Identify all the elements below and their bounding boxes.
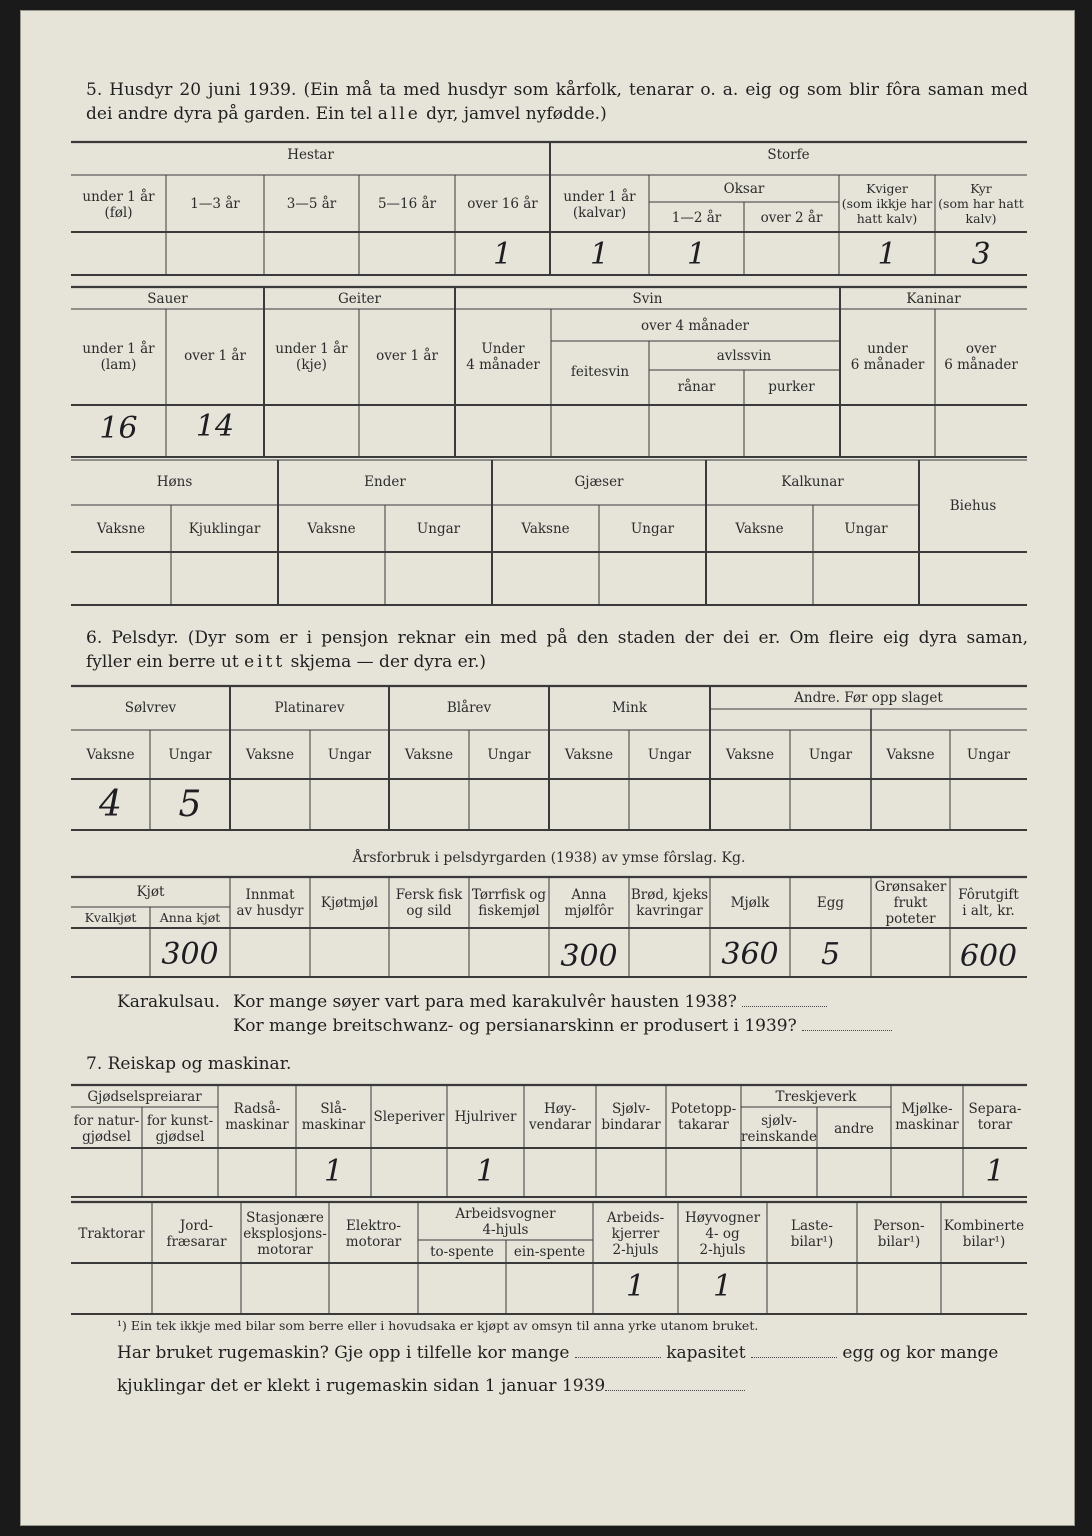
kalkunar-col-ungar: Ungar <box>844 521 888 537</box>
value-forbruk-mjolk: 360 <box>721 937 779 972</box>
value-hjulriver: 1 <box>475 1154 496 1189</box>
reiskap-col-hoyvendarar: Høy- vendarar <box>529 1101 591 1133</box>
header-ender: Ender <box>364 474 406 490</box>
value-storfe-kalvar: 1 <box>589 237 610 272</box>
ender-col-vaksne: Vaksne <box>307 521 356 537</box>
forbruk-col-mjolfor: Anna mjølfôr <box>564 887 614 919</box>
reiskap-col-elektromotorar: Elektro- motorar <box>345 1218 402 1250</box>
hestar-col-over16: over 16 år <box>467 196 538 212</box>
reiskap-col-hoyvogner: Høyvogner 4- og 2-hjuls <box>684 1210 761 1258</box>
treskje-col-sjolv: sjølv- reinskande <box>741 1113 817 1145</box>
kaninar-col-over6: over 6 månader <box>944 341 1018 373</box>
value-solvrev-vaksne: 4 <box>99 784 122 825</box>
karakul-q2-field[interactable] <box>802 1016 892 1031</box>
karakul-question-1 <box>233 990 827 1014</box>
value-sauer-over1: 14 <box>195 409 235 444</box>
reiskap-col-personbilar: Person- bilar¹) <box>873 1218 925 1250</box>
solvrev-col-ungar: Ungar <box>168 747 212 763</box>
storfe-header-oksar: Oksar <box>723 181 765 197</box>
svin-header-avlssvin: avlssvin <box>716 348 772 364</box>
section5-line2-b: dyr, jamvel nyfødde.) <box>420 104 607 124</box>
footnote-bilar: ¹) Ein tek ikkje med bilar som berre eller i hovudsaka er kjøpt av omsyn til anna yrke utanom bruket. <box>117 1318 759 1333</box>
rugemaskin-capacity-field[interactable] <box>751 1343 837 1358</box>
reiskap-col-stasjonaere: Stasjonære eksplosjons- motorar <box>243 1210 327 1258</box>
header-gjodselspreiarar: Gjødselspreiarar <box>87 1089 202 1105</box>
reiskap-col-sjolvbindarar: Sjølv- bindarar <box>601 1101 661 1133</box>
arbeidsvogner-col-einspente: ein-spente <box>513 1244 586 1260</box>
forbruk-col-brod: Brød, kjeks kavringar <box>630 887 709 919</box>
header-solvrev: Sølvrev <box>124 700 177 716</box>
geiter-col-kje: under 1 år (kje) <box>275 341 348 373</box>
andre1-col-vaksne: Vaksne <box>725 747 775 763</box>
reiskap-col-mjolkemaskinar: Mjølke- maskinar <box>895 1101 959 1133</box>
karakul-label: Karakulsau. <box>117 992 220 1012</box>
reiskap-col-lastebilar: Laste- bilar¹) <box>790 1218 834 1250</box>
gjodsel-col-natur: for natur- gjødsel <box>73 1113 140 1145</box>
gjodsel-col-kunst: for kunst- gjødsel <box>146 1113 214 1145</box>
reiskap-col-kombinerte: Kombinerte bilar¹) <box>943 1218 1025 1250</box>
section5-line2-a: dei andre dyra på garden. Ein tel <box>86 104 378 124</box>
value-oksar-1-2: 1 <box>686 237 707 272</box>
section5-line2-spaced: alle <box>377 104 421 124</box>
value-storfe-kyr: 3 <box>971 237 991 272</box>
value-sauer-lam: 16 <box>99 411 138 446</box>
hestar-col-1-3: 1—3 år <box>190 196 240 212</box>
section5-intro-line1: 5. Husdyr 20 juni 1939. (Ein må ta med husdyr som kårfolk, tenarar o. a. eig og som blir fôra saman med <box>86 80 1028 100</box>
section6-line2-a: fyller ein berre ut <box>86 652 245 672</box>
forbruk-header-kjot: Kjøt <box>136 884 165 900</box>
andre2-col-ungar: Ungar <box>966 747 1011 763</box>
oksar-col-1-2: 1—2 år <box>671 210 722 226</box>
sauer-col-lam: under 1 år (lam) <box>82 341 155 373</box>
solvrev-col-vaksne: Vaksne <box>86 747 135 763</box>
svin-col-under4: Under 4 månader <box>466 341 540 373</box>
gjaeser-col-ungar: Ungar <box>630 521 675 537</box>
blarev-col-ungar: Ungar <box>487 747 531 763</box>
mink-col-ungar: Ungar <box>647 747 692 763</box>
rugemaskin-q-b: kapasitet <box>666 1343 746 1363</box>
forbruk-col-kvalkjot: Kvalkjøt <box>84 910 137 925</box>
rugemaskin-line2 <box>117 1374 745 1398</box>
sauer-col-over1: over 1 år <box>184 348 246 364</box>
header-geiter: Geiter <box>338 291 381 307</box>
header-storfe: Storfe <box>767 147 810 163</box>
rugemaskin-kjuklingar-field[interactable] <box>605 1376 745 1391</box>
value-solvrev-ungar: 5 <box>178 784 202 825</box>
value-forbruk-annakjot: 300 <box>161 937 219 972</box>
andre1-col-ungar: Ungar <box>808 747 853 763</box>
section6-intro-line1: 6. Pelsdyr. (Dyr som er i pensjon reknar ein med på den staden der dei er. Om fleire eig dyra saman, <box>86 628 1028 648</box>
rugemaskin-line1 <box>117 1341 1028 1365</box>
value-slamaskinar: 1 <box>323 1154 344 1189</box>
storfe-col-kalvar: under 1 år (kalvar) <box>563 189 636 221</box>
karakul-q2-text: Kor mange breitschwanz- og persianarskinn er produsert i 1939? <box>233 1016 797 1036</box>
header-hestar: Hestar <box>287 147 334 163</box>
blarev-col-vaksne: Vaksne <box>404 747 454 763</box>
section6-line2-b: skjema — der dyra er.) <box>285 652 487 672</box>
svin-col-purker: purker <box>768 379 815 395</box>
forbruk-col-torrfisk: Tørrfisk og fiskemjøl <box>471 887 547 919</box>
svin-col-feitesvin: feitesvin <box>570 364 630 380</box>
reiskap-col-kjerrer: Arbeids- kjerrer 2-hjuls <box>606 1210 665 1258</box>
treskje-col-andre: andre <box>834 1121 874 1137</box>
kaninar-col-under6: under 6 månader <box>850 341 925 373</box>
reiskap-col-sla: Slå- maskinar <box>301 1101 366 1133</box>
header-platinarev: Platinarev <box>274 700 345 716</box>
platinarev-col-vaksne: Vaksne <box>245 747 295 763</box>
value-forbruk-forutgift: 600 <box>959 939 1018 974</box>
forbruk-col-kjotmjol: Kjøtmjøl <box>320 895 379 911</box>
reiskap-col-traktorar: Traktorar <box>78 1226 145 1242</box>
header-biehus: Biehus <box>949 498 997 514</box>
forbruk-col-forutgift: Fôrutgift i alt, kr. <box>958 887 1019 919</box>
header-arbeidsvogner: Arbeidsvogner 4-hjuls <box>455 1206 556 1238</box>
rugemaskin-q-a: Har bruket rugemaskin? Gje opp i tilfelle kor mange <box>117 1343 570 1363</box>
value-hoyvogner: 1 <box>712 1269 733 1304</box>
section5-intro-line2 <box>86 102 1028 126</box>
header-treskjeverk: Treskjeverk <box>775 1089 857 1105</box>
platinarev-col-ungar: Ungar <box>327 747 372 763</box>
hestar-col-5-16: 5—16 år <box>377 196 437 212</box>
reiskap-col-separatorar: Separa- torar <box>968 1101 1022 1133</box>
reiskap-col-hjulriver: Hjulriver <box>454 1109 517 1125</box>
rugemaskin-count-field[interactable] <box>575 1343 661 1358</box>
storfe-col-kyr: Kyr (som har hatt kalv) <box>938 181 1024 226</box>
kalkunar-col-vaksne: Vaksne <box>735 521 784 537</box>
arbeidsvogner-col-tospente: to-spente <box>430 1244 494 1260</box>
value-arbeidskjerrer: 1 <box>625 1269 646 1304</box>
andre2-col-vaksne: Vaksne <box>886 747 935 763</box>
value-separatorar: 1 <box>985 1154 1005 1189</box>
reiskap-col-jordfraesarar: Jord- fræsarar <box>166 1218 227 1250</box>
karakul-question-2 <box>233 1014 892 1038</box>
header-mink: Mink <box>611 700 647 716</box>
header-andre: Andre. Før opp slaget <box>794 690 943 706</box>
value-hestar-over16: 1 <box>492 237 513 272</box>
storfe-col-kviger: Kviger (som ikkje har hatt kalv) <box>841 181 933 226</box>
rugemaskin-q-c: egg og kor mange <box>842 1343 999 1363</box>
svin-col-ranar: rånar <box>677 379 716 395</box>
hestar-col-under1: under 1 år (føl) <box>82 189 155 221</box>
forbruk-title: Årsforbruk i pelsdyrgarden (1938) av ymse fôrslag. Kg. <box>352 850 746 866</box>
forbruk-col-ferskfisk: Fersk fisk og sild <box>395 887 463 919</box>
svin-header-over4: over 4 månader <box>640 318 750 334</box>
mink-col-vaksne: Vaksne <box>564 747 614 763</box>
hons-col-kjuklingar: Kjuklingar <box>188 521 261 537</box>
reiskap-col-sleperiver: Sleperiver <box>373 1109 445 1125</box>
hestar-col-3-5: 3—5 år <box>286 196 337 212</box>
header-kalkunar: Kalkunar <box>781 474 844 490</box>
forbruk-col-annakjot: Anna kjøt <box>159 910 221 925</box>
census-form-page <box>20 10 1075 1526</box>
value-forbruk-mjolfor: 300 <box>560 939 618 974</box>
value-storfe-kviger: 1 <box>877 237 897 272</box>
ender-col-ungar: Ungar <box>416 521 461 537</box>
forbruk-col-mjolk: Mjølk <box>730 895 770 911</box>
forbruk-col-innmat: Innmat av husdyr <box>236 887 304 919</box>
geiter-col-over1: over 1 år <box>376 348 438 364</box>
header-svin: Svin <box>632 291 663 307</box>
header-sauer: Sauer <box>147 291 188 307</box>
reiskap-col-potetopptakarar: Potetopp- takarar <box>670 1101 737 1133</box>
section6-line2-spaced: eitt <box>244 652 286 672</box>
section7-title: 7. Reiskap og maskinar. <box>86 1054 292 1074</box>
header-hons: Høns <box>156 474 193 490</box>
gjaeser-col-vaksne: Vaksne <box>521 521 570 537</box>
forbruk-col-egg: Egg <box>816 895 845 911</box>
header-blarev: Blårev <box>446 700 492 716</box>
section6-intro-line2 <box>86 650 1028 674</box>
karakul-q1-field[interactable] <box>742 992 827 1007</box>
header-gjaeser: Gjæser <box>574 474 624 490</box>
rugemaskin-q-d: kjuklingar det er klekt i rugemaskin sidan 1 januar 1939 <box>117 1376 606 1396</box>
value-forbruk-egg: 5 <box>820 937 841 972</box>
hons-col-vaksne: Vaksne <box>96 521 146 537</box>
karakul-q1-text: Kor mange søyer vart para med karakulvêr hausten 1938? <box>233 992 737 1012</box>
forbruk-col-gronsaker: Grønsaker frukt poteter <box>874 879 947 927</box>
reiskap-col-radsa: Radså- maskinar <box>225 1101 289 1133</box>
header-kaninar: Kaninar <box>906 291 961 307</box>
oksar-col-over2: over 2 år <box>760 210 823 226</box>
